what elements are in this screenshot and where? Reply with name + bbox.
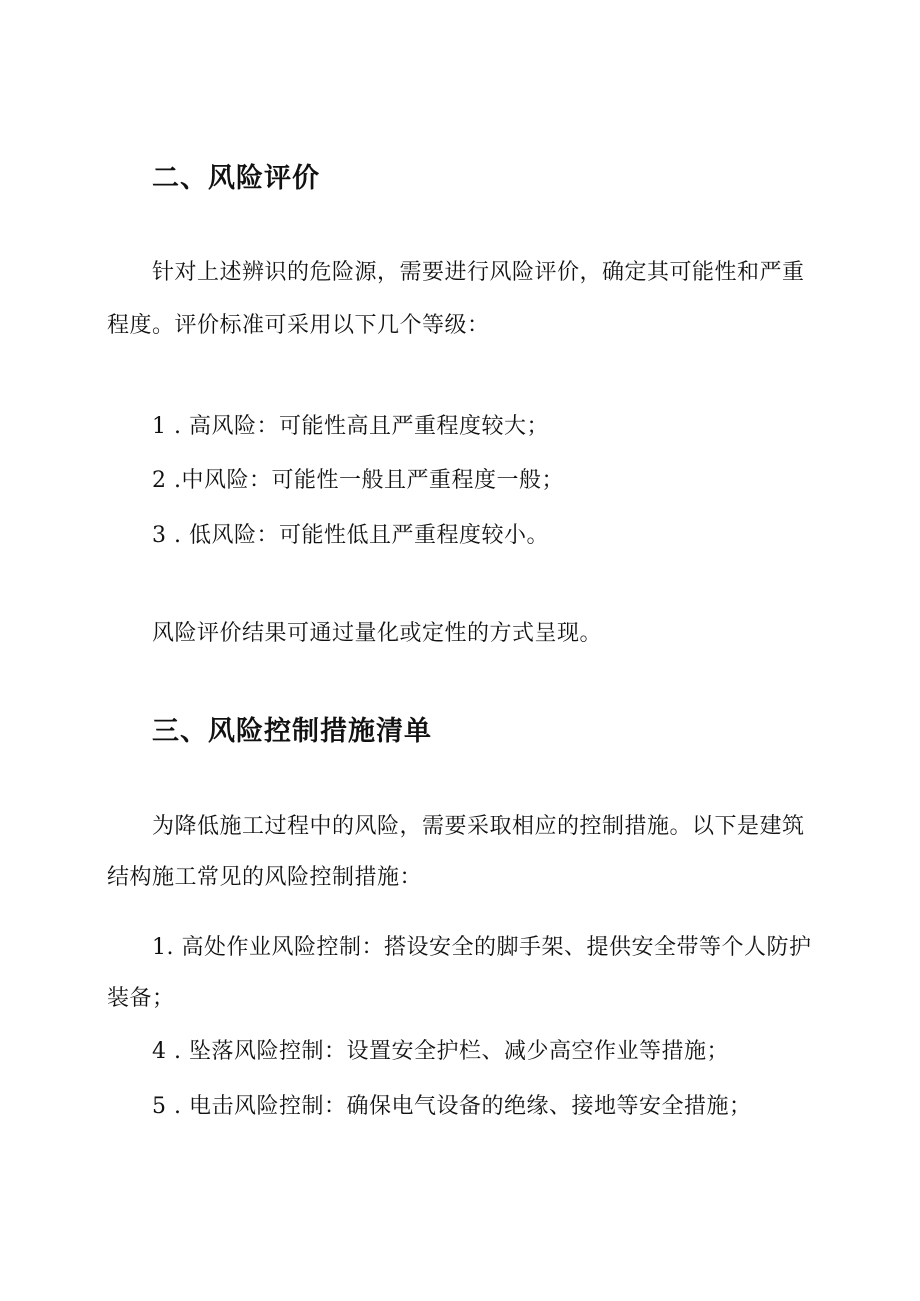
list-item-fall-risk: 4 . 坠落风险控制：设置安全护栏、减少高空作业等措施； [152,1039,729,1064]
list-item-electric-risk: 5 . 电击风险控制：确保电气设备的绝缘、接地等安全措施； [152,1094,752,1119]
list-item-high-risk: 1 . 高风险：可能性高且严重程度较大； [152,414,549,439]
list-item-medium-risk: 2 .中风险：可能性一般且严重程度一般； [152,468,564,493]
paragraph-line: 风险评价结果可通过量化或定性的方式呈现。 [152,621,603,646]
list-item-height-work: 1. 高处作业风险控制：搭设安全的脚手架、提供安全带等个人防护 [152,935,812,960]
paragraph-line: 针对上述辨识的危险源，需要进行风险评价，确定其可能性和严重 [152,260,805,285]
paragraph-line: 为降低施工过程中的风险，需要采取相应的控制措施。以下是建筑 [152,814,805,839]
paragraph-line: 结构施工常见的风险控制措施： [107,865,423,890]
paragraph-line: 程度。评价标准可采用以下几个等级： [107,313,490,338]
section-heading-risk-evaluation: 二、风险评价 [152,163,320,194]
section-heading-risk-control: 三、风险控制措施清单 [152,716,432,747]
list-item-height-work-continued: 装备； [107,986,175,1011]
list-item-low-risk: 3 . 低风险：可能性低且严重程度较小。 [152,523,549,548]
